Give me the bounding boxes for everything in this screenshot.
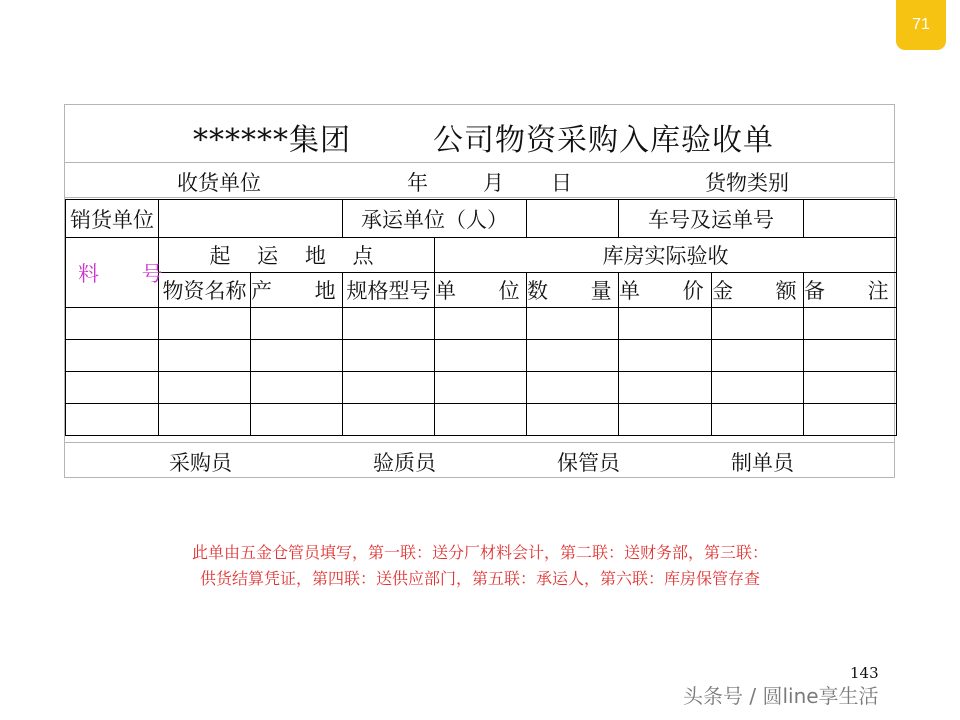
table-cell[interactable] (527, 340, 619, 372)
table-cell[interactable] (66, 404, 159, 436)
table-row (66, 372, 897, 404)
table-cell[interactable] (66, 308, 159, 340)
table-cell[interactable] (712, 308, 804, 340)
form-title-row (65, 105, 894, 163)
table-cell[interactable] (159, 404, 251, 436)
col-header-origin: 产 地 (251, 273, 343, 308)
receiving-unit-label: 收货单位 (177, 171, 261, 195)
table-cell[interactable] (66, 372, 159, 404)
table-cell[interactable] (159, 340, 251, 372)
goods-category-label: 货物类别 (705, 171, 789, 195)
signature-row (65, 442, 894, 477)
table-cell[interactable] (343, 340, 435, 372)
seller-carrier-row (66, 200, 897, 238)
note-line-1: 此单由五金仓管员填写，第一联：送分厂材料会计，第二联：送财务部，第三联： (191, 543, 768, 562)
column-header-row (66, 273, 897, 308)
table-cell[interactable] (619, 372, 712, 404)
table-row (66, 340, 897, 372)
slide-number-badge: 71 (896, 0, 946, 50)
note-line-2: 供货结算凭证，第四联：送供应部门，第五联：承运人，第六联：库房保管存查 (199, 569, 760, 588)
table-cell[interactable] (527, 372, 619, 404)
table-cell[interactable] (159, 308, 251, 340)
table-cell[interactable] (804, 372, 897, 404)
table-cell[interactable] (435, 308, 527, 340)
table-cell[interactable] (804, 340, 897, 372)
table-cell[interactable] (712, 340, 804, 372)
col-header-quantity: 数 量 (527, 273, 619, 308)
custodian-signature-label: 保管员 (557, 451, 620, 475)
table-cell[interactable] (251, 372, 343, 404)
table-cell[interactable] (66, 340, 159, 372)
distribution-note (0, 540, 960, 592)
table-cell[interactable] (804, 404, 897, 436)
inspection-form (64, 104, 907, 478)
table-cell[interactable] (619, 340, 712, 372)
inspector-signature-label: 验质员 (373, 451, 436, 475)
table-cell[interactable] (619, 308, 712, 340)
col-header-amount: 金 额 (712, 273, 804, 308)
table-cell[interactable] (159, 372, 251, 404)
material-no-label: 料 号 (66, 238, 159, 308)
table-cell[interactable] (343, 404, 435, 436)
year-label: 年 (407, 171, 428, 195)
form-title: 公司物资采购入库验收单 (433, 123, 774, 158)
table-cell[interactable] (251, 308, 343, 340)
table-row (66, 404, 897, 436)
page-number: 143 (850, 664, 879, 682)
vehicle-waybill-label: 车号及运单号 (619, 200, 804, 238)
table-cell[interactable] (712, 372, 804, 404)
buyer-signature-label: 采购员 (169, 451, 232, 475)
table-row (66, 308, 897, 340)
table-cell[interactable] (251, 404, 343, 436)
table-cell[interactable] (343, 372, 435, 404)
table-cell[interactable] (712, 404, 804, 436)
seller-unit-cell[interactable] (159, 200, 343, 238)
table-cell[interactable] (251, 340, 343, 372)
table-cell[interactable] (619, 404, 712, 436)
table-cell[interactable] (527, 404, 619, 436)
table-cell[interactable] (343, 308, 435, 340)
table-cell[interactable] (435, 372, 527, 404)
carrier-unit-cell[interactable] (527, 200, 619, 238)
preparer-signature-label: 制单员 (731, 451, 794, 475)
col-header-unit: 单 位 (435, 273, 527, 308)
carrier-unit-label: 承运单位（人） (343, 200, 527, 238)
col-header-spec-model: 规格型号 (343, 273, 435, 308)
col-header-remarks: 备 注 (804, 273, 897, 308)
form-info-row (65, 163, 894, 198)
form-title-group: ******集团 (193, 123, 351, 158)
origin-warehouse-row (66, 238, 897, 273)
origin-place-label: 起 运 地 点 (159, 238, 435, 273)
table-cell[interactable] (804, 308, 897, 340)
form-grid (65, 199, 907, 436)
watermark: 头条号 / 圆line享生活 (683, 684, 879, 708)
seller-unit-label: 销货单位 (66, 200, 159, 238)
month-label: 月 (483, 171, 504, 195)
table-cell[interactable] (435, 340, 527, 372)
vehicle-waybill-cell[interactable] (804, 200, 897, 238)
table-cell[interactable] (527, 308, 619, 340)
day-label: 日 (551, 171, 572, 195)
col-header-unit-price: 单 价 (619, 273, 712, 308)
col-header-material-name: 物资名称 (159, 273, 251, 308)
warehouse-inspection-label: 库房实际验收 (435, 238, 897, 273)
table-cell[interactable] (435, 404, 527, 436)
